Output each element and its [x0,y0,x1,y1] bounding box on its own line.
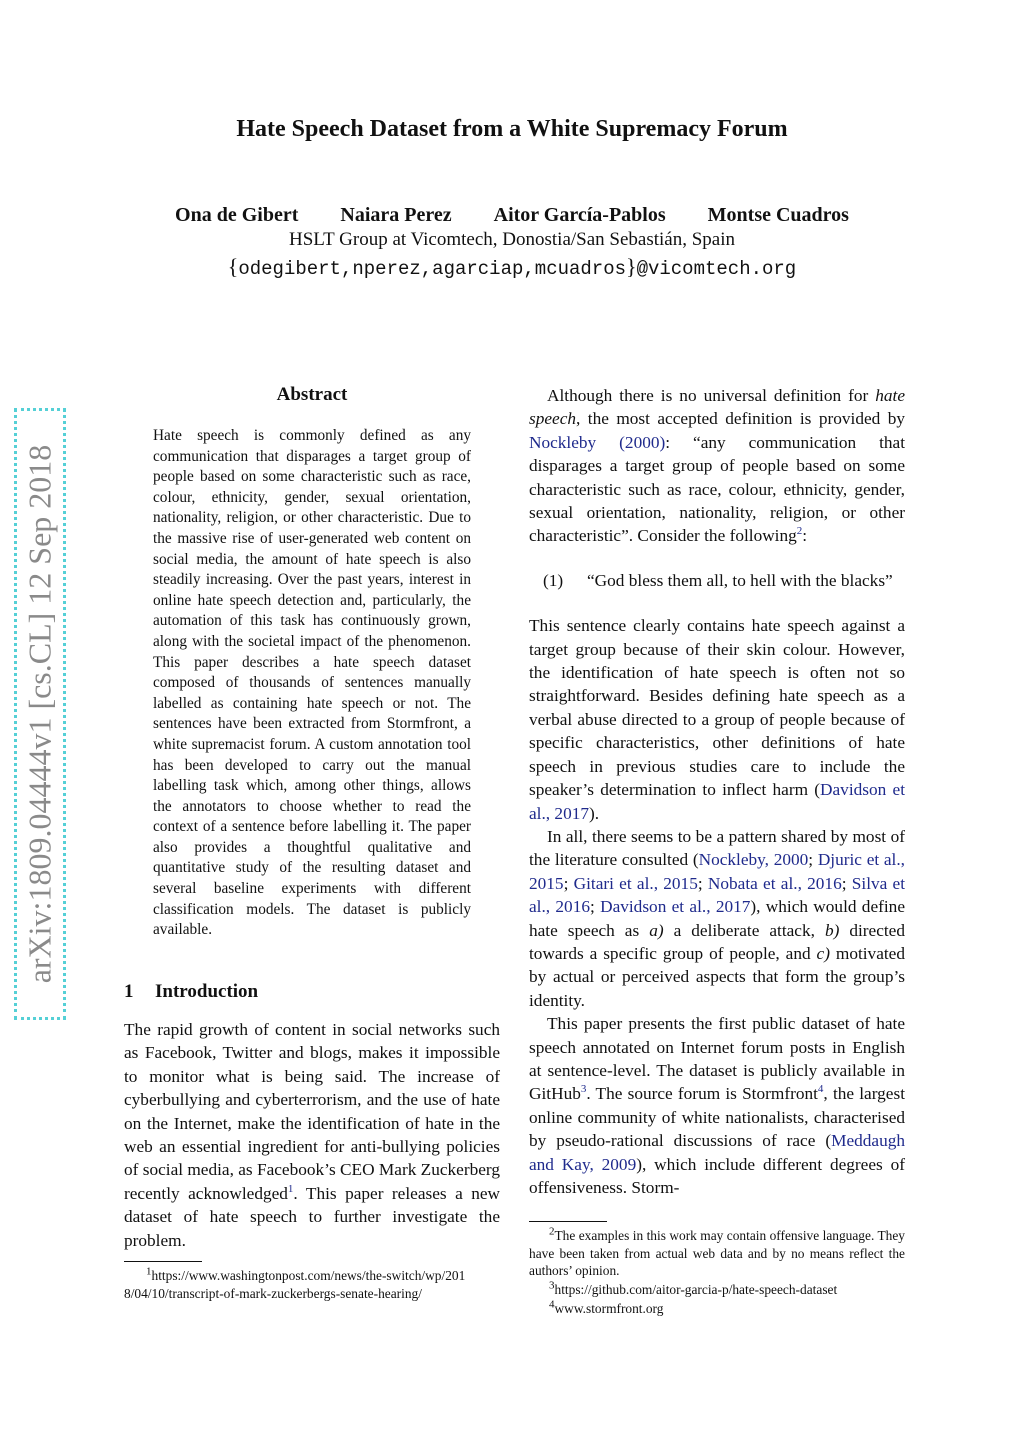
paper-title: Hate Speech Dataset from a White Supremacy Forum [236,116,788,142]
introduction-body [124,1018,500,1252]
separator: ; [808,850,818,870]
text: . The source forum is Stormfront [586,1084,818,1104]
citation-meddaugh[interactable]: Meddaugh and Kay, 2009 [529,1131,905,1174]
citation[interactable]: Djuric et al., 2015 [529,850,905,893]
text: a deliberate attack, [663,920,825,940]
separator: ; [841,873,852,893]
footnote-ref-4[interactable]: 4 [817,1083,824,1096]
text: ), which would define hate speech as [529,897,905,940]
citation-davidson[interactable]: Davidson et al., 2017 [529,780,905,823]
dataset-paragraph [529,1012,905,1199]
pattern-paragraph [529,825,905,1012]
citation[interactable]: Silva et al., 2016 [529,873,906,917]
footnote-link[interactable]: https://github.com/aitor-garcia-p/hate-speech-dataset [554,1282,838,1297]
footnote-3 [529,1281,905,1299]
section-title: Introduction [155,981,259,1002]
intro-text: The rapid growth of content in social networks such as Facebook, Twitter and blogs, makes it impossible to monitor what is being said. The increase of cyberbullying and cyberterrorism, and the use of hate on the Internet, make the identification of hate in the web an essential ingredient for anti-bullying policies of social media, as Facebook’s CEO Mark Zuckerberg recently acknowledged [124,1020,500,1203]
abstract-body [153,426,471,941]
citation[interactable]: Davidson et al., 2017 [600,897,751,917]
arxiv-identifier: arXiv:1809.04444v1 [cs.CL] 12 Sep 2018 [21,444,58,984]
separator: ; [697,873,708,893]
text: This paper presents the first public dataset of hate speech annotated on Internet forum posts in English at sentence-level. The dataset is publicly available in GitHub [529,1014,905,1104]
intro-paragraph [124,1018,500,1252]
footnote-text: The examples in this work may contain offensive language. They have been taken from actual web data and by no means reflect the authors’ opinion. [529,1228,905,1279]
email-handles: odegibert,nperez,agarciap,mcuadros [238,258,627,280]
text: : [802,526,808,546]
footnote-ref-1[interactable]: 1 [287,1183,294,1196]
list-label: c) [816,943,830,963]
email-domain: @vicomtech.org [636,258,797,280]
text: In all, there seems to be a pattern shared by most of the literature consulted ( [529,826,905,870]
example-number: (1) [543,570,564,590]
footnote-mark: 2 [549,1225,555,1238]
text: Although there is no universal definition for [547,386,876,405]
citation-year: 2000 [624,432,660,452]
text: : “any communication that disparages a target group of people based on some characteristic such as race, colour, ethnicity, gender, sexual orientation, nationality, religion, or other characteristic”. Consider the following [529,432,905,546]
arxiv-identifier-box [14,408,66,1020]
footnote-rule-left [124,1261,202,1262]
footnote-4 [529,1300,905,1318]
footnote-1 [124,1267,468,1302]
definition-paragraph [529,384,905,548]
text: ). [589,803,600,823]
footnote-ref-3[interactable]: 3 [580,1083,587,1096]
author-name: Aitor García-Pablos [493,204,666,226]
citation[interactable]: Nobata et al., 2016 [707,873,842,893]
email-brace-open: { [227,254,239,279]
example-sentence [543,569,905,592]
citation-name: Nockleby [529,432,597,452]
section-number: 1 [124,981,134,1002]
citation[interactable]: Gitari et al., 2015 [573,873,698,893]
text: , the most accepted definition is provided by [576,409,905,429]
footnote-2 [529,1227,905,1280]
footnote-link[interactable]: www.stormfront.org [554,1301,664,1316]
footnote-ref-2[interactable]: 2 [796,525,803,538]
skin-colour-paragraph [529,614,905,825]
author-name: Naiara Perez [340,204,452,226]
text: ), which include different degrees of offensiveness. Storm- [529,1154,905,1197]
example-text: “God bless them all, to hell with the blacks” [587,570,893,590]
citation[interactable]: Nockleby, 2000 [698,850,809,870]
author-name: Ona de Gibert [175,204,299,226]
author-list [0,204,1024,227]
text: This sentence clearly contains hate speech against a target group because of their skin colour. However, the identification of hate speech is often not so straightforward. Besides defining hate speech as a verbal abuse directed to a group of people because of specific characteristics, other definitions of hate speech in previous studies care to include the speaker’s determination to inflect harm ( [529,616,905,800]
abstract-heading: Abstract [276,384,348,405]
intro-text-end: . This paper releases a new dataset of hate speech to further investigate the problem. [124,1183,500,1250]
section-heading-introduction [124,981,258,1003]
author-emails [0,254,1024,280]
footnote-mark: 3 [549,1279,555,1292]
separator: ; [563,873,574,893]
emphasis-term: hate speech [529,386,905,429]
text: , the largest online community of white nationalists, characterised by pseudo-rational discussions of race ( [529,1084,906,1151]
footnote-mark: 1 [146,1265,152,1278]
footnote-text[interactable]: https://www.washingtonpost.com/news/the-switch/wp/2018/04/10/transcript-of-mark-zuckerbergs-senate-hearing/ [124,1268,466,1301]
list-label: b) [824,920,840,940]
email-brace-close: } [626,254,637,279]
list-label: a) [649,920,664,940]
author-name: Montse Cuadros [707,204,849,226]
citation-nockleby[interactable]: Nockleby (2000) [529,432,666,452]
abstract-text: Hate speech is commonly defined as any communication that disparages a target group of people based on some characteristic such as race, colour, ethnicity, gender, sexual orientation, nationality, religion, or other characteristic. Due to the massive rise of user-generated web content on social media, the amount of hate speech is also steadily increasing. Over the past years, interest in online hate speech detection and, particularly, the automation of this task has continuously grown, along with the societal impact of the phenomenon. This paper describes a hate speech dataset composed of thousands of sentences manually labelled as containing hate speech or not. The sentences have been extracted from Stormfront, a white supremacist forum. A custom annotation tool has been developed to carry out the manual labelling task which, among other things, allows the annotators to choose whether to read the context of a sentence before labelling it. The paper also provides a thoughtful qualitative and quantitative study of the resulting dataset and several baseline experiments with different classification models. The dataset is publicly available. [153,427,471,939]
separator: ; [589,897,601,917]
affiliation: HSLT Group at Vicomtech, Donostia/San Sebastián, Spain [288,229,736,250]
text: directed towards a specific group of people, and [529,920,905,963]
footnote-rule-right [529,1221,607,1222]
footnote-mark: 4 [549,1298,555,1311]
text: motivated by actual or perceived aspects that form the group’s identity. [529,943,905,1010]
right-column [529,384,905,1199]
